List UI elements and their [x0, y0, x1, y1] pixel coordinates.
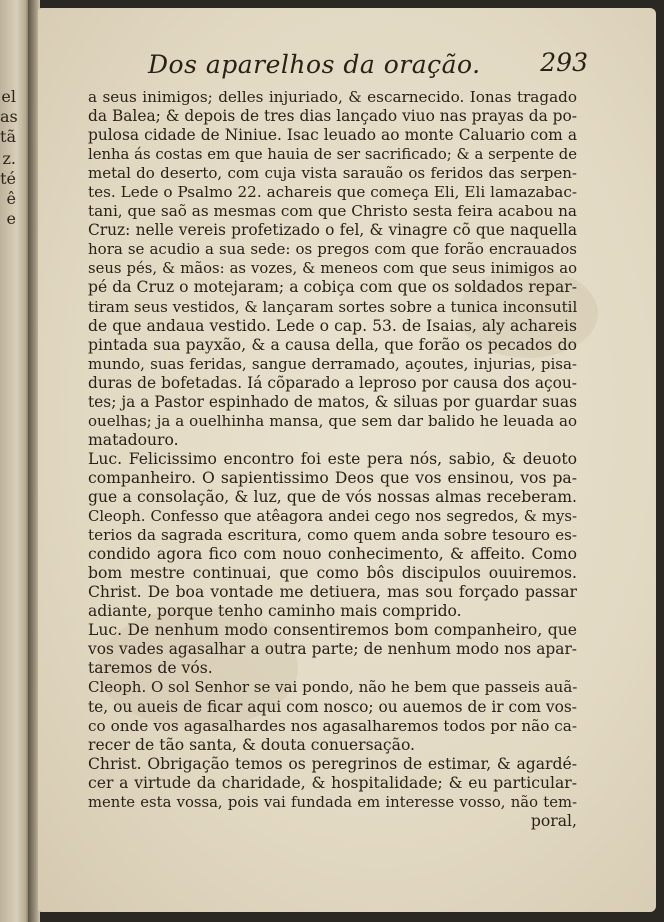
text-line: de que andaua vestido. Lede o cap. 53. de Isaias, aly achareis [88, 316, 577, 335]
text-line: adiante, porque tenho caminho mais comprido. [88, 602, 462, 621]
text-line: matadouro. [88, 430, 179, 449]
text-line: Christ. De boa vontade me detiuera, mas sou forçado passar [88, 583, 577, 602]
text-line: seus pés, & mãos: as vozes, & meneos com que seus inimigos ao [88, 260, 577, 278]
text-line: pé da Cruz o motejaram; a cobiça com que os soldados repar- [88, 278, 577, 297]
text-line: cer a virtude da charidade, & hospitalidade; & eu particular- [88, 773, 577, 792]
page-number: 293 [540, 48, 588, 77]
text-line: da Balea; & depois de tres dias lançado viuo nas prayas da po- [88, 107, 577, 126]
left-page-fragment: z. [2, 149, 16, 168]
text-line: Luc. Felicissimo encontro foi este pera nós, sabio, & deuoto [88, 449, 577, 468]
text-line: metal do deserto, com cuja vista sarauão os feridos das serpen- [88, 164, 577, 183]
text-line: lenha ás costas em que hauia de ser sacrificado; & a serpente de [88, 146, 577, 164]
catchword: poral, [530, 811, 577, 830]
text-line: recer de tão santa, & douta conuersação. [88, 735, 416, 754]
text-line: terios da sagrada escritura, como quem anda sobre tesouro es- [88, 526, 577, 545]
left-page-fragment: as [0, 107, 18, 126]
text-line: mente esta vossa, pois vai fundada em interesse vosso, não tem- [88, 793, 577, 811]
left-page-fragment: tã [0, 127, 16, 146]
left-page-fragment: ê [6, 189, 16, 208]
left-page-fragment: té [0, 169, 16, 188]
text-line: taremos de vós. [88, 659, 213, 678]
text-line: gue a consolação, & luz, que de vós nossas almas receberam. [88, 487, 577, 506]
right-page [38, 8, 656, 912]
text-line: tes; ja a Pastor espinhado de matos, & siluas por guardar suas [88, 392, 577, 411]
text-line: tiram seus vestidos, & lançaram sortes sobre a tunica inconsutil [88, 297, 578, 316]
page-header [148, 48, 588, 84]
text-line: Christ. Obrigação temos os peregrinos de estimar, & agardé- [88, 754, 577, 773]
body-text [88, 88, 577, 831]
left-page-fragment: el [1, 87, 16, 106]
text-line: mundo, suas feridas, sangue derramado, açoutes, injurias, pisa- [88, 354, 577, 373]
text-line: tani, que saõ as mesmas com que Christo sesta feira acabou na [88, 202, 577, 221]
text-line: ouelhas; ja a ouelhinha mansa, que sem dar balido he leuada ao [88, 411, 577, 430]
text-line: pintada sua payxão, & a causa della, que forão os pecados do [88, 335, 577, 354]
text-line: Luc. De nenhum modo consentiremos bom companheiro, que [88, 621, 577, 640]
text-line: bom mestre continuai, que como bôs discipulos ouuiremos. [88, 564, 577, 583]
text-line: Cleoph. Confesso que atêagora andei cego nos segredos, & mys- [88, 508, 577, 526]
text-line: duras de bofetadas. Iá cõparado a leproso por causa dos açou- [88, 373, 577, 392]
running-title: Dos aparelhos da oração. [148, 50, 481, 79]
text-line: hora se acudio a sua sede: os pregos com que forão encrauados [88, 240, 577, 259]
left-page-edge [0, 0, 30, 922]
text-line: condido agora fico com nouo conhecimento, & affeito. Como [88, 545, 577, 564]
text-line: Cleoph. O sol Senhor se vai pondo, não he bem que passeis auã- [88, 678, 578, 697]
text-line: companheiro. O sapientissimo Deos que vos ensinou, vos pa- [88, 468, 577, 487]
text-line: pulosa cidade de Niniue. Isac leuado ao monte Caluario com a [88, 126, 577, 145]
text-line: te, ou aueis de ficar aqui com nosco; ou auemos de ir com vos- [88, 697, 577, 716]
text-line: co onde vos agasalhardes nos agasalharemos todos por não ca- [88, 716, 577, 735]
text-line: Cruz: nelle vereis profetizado o fel, & vinagre cõ que naquella [88, 221, 577, 240]
text-line: a seus inimigos; delles injuriado, & escarnecido. Ionas tragado [88, 88, 577, 106]
left-page-fragment: e [6, 209, 16, 228]
text-line: vos vades agasalhar a outra parte; de nenhum modo nos apar- [88, 640, 577, 659]
text-line: tes. Lede o Psalmo 22. achareis que começa Eli, Eli lamazabac- [88, 183, 577, 202]
